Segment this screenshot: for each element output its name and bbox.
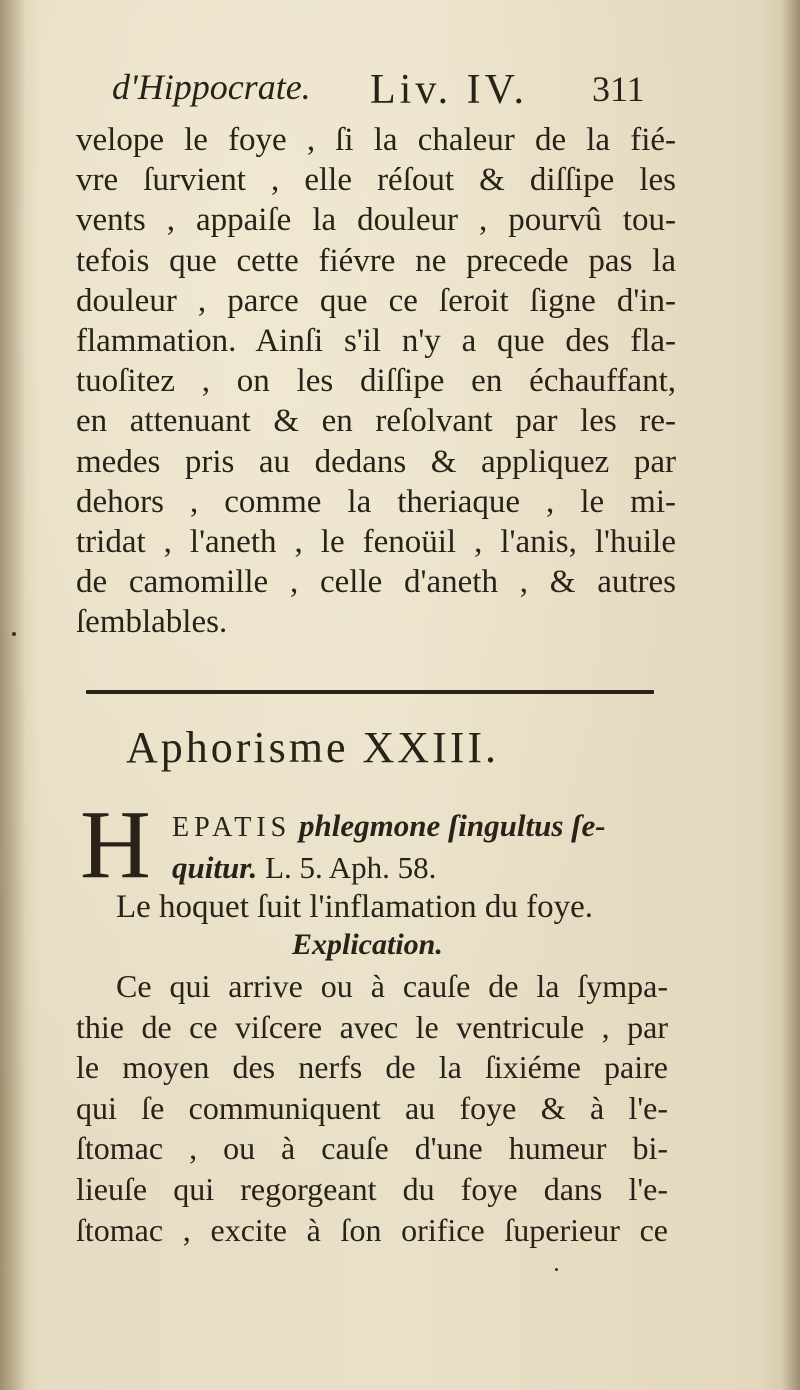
- text-line: tuoſitez , on les diſſipe en échauffant,: [76, 363, 676, 400]
- aphorism-reference: L. 5. Aph. 58.: [265, 850, 437, 885]
- latin-italic: phlegmone ſingultus ſe-: [298, 808, 606, 843]
- text-line: de camomille , celle d'aneth , & autres: [76, 564, 676, 601]
- explication-heading: Explication.: [292, 928, 443, 961]
- explication-paragraph: [76, 966, 668, 1250]
- text-line: Ce qui arrive ou à cauſe de la ſympa-: [116, 968, 668, 1004]
- header-book-number: Liv. IV.: [370, 67, 528, 113]
- text-line: le moyen des nerfs de la ſixiéme paire: [76, 1049, 668, 1086]
- page-number: 311: [592, 69, 645, 109]
- text-line: ſtomac , ou à cauſe d'une humeur bi-: [76, 1130, 668, 1167]
- ink-speck: [12, 632, 16, 636]
- text-line: tefois que cette fiévre ne precede pas la: [76, 242, 676, 279]
- section-divider: [86, 690, 654, 694]
- gutter-shadow: [0, 0, 26, 1390]
- text-line: flammation. Ainſi s'il n'y a que des fla-: [76, 322, 676, 359]
- paragraph-continued: [76, 120, 676, 642]
- running-header: [112, 66, 662, 116]
- latin-text-line-1: [172, 808, 606, 844]
- ink-speck: [555, 1268, 558, 1271]
- text-line: tridat , l'aneth , le fenoüil , l'anis, l'huile: [76, 523, 676, 560]
- page-edge: [782, 0, 800, 1390]
- text-line: qui ſe communiquent au foye & à l'e-: [76, 1089, 668, 1126]
- text-line: lieuſe qui regorgeant du foye dans l'e-: [76, 1170, 668, 1207]
- text-line: medes pris au dedans & appliquez par: [76, 443, 676, 480]
- text-line: vre ſurvient , elle réſout & diſſipe les: [76, 162, 676, 199]
- text-line: douleur , parce que ce ſeroit ſigne d'in-: [76, 282, 676, 319]
- text-line: en attenuant & en reſolvant par les re-: [76, 403, 676, 440]
- latin-italic: quitur.: [172, 850, 258, 885]
- french-translation: Le hoquet ſuit l'inflamation du foye.: [116, 889, 594, 925]
- text-line: thie de ce viſcere avec le ventricule , par: [76, 1008, 668, 1045]
- drop-cap: H: [80, 791, 151, 899]
- aphorism-title: Aphorisme XXIII.: [126, 723, 500, 772]
- latin-text-line-2: [172, 850, 436, 886]
- text-line: ſemblables.: [76, 604, 228, 641]
- text-line: dehors , comme la theriaque , le mi-: [76, 483, 676, 520]
- text-line: ſtomac , excite à ſon orifice ſuperieur ce: [76, 1211, 668, 1248]
- text-line: velope le foye , ſi la chaleur de la fié-: [76, 122, 676, 158]
- latin-capitals: EPATIS: [172, 812, 292, 843]
- header-book-title: d'Hippocrate.: [112, 67, 311, 107]
- text-line: vents , appaiſe la douleur , pourvû tou-: [76, 202, 676, 239]
